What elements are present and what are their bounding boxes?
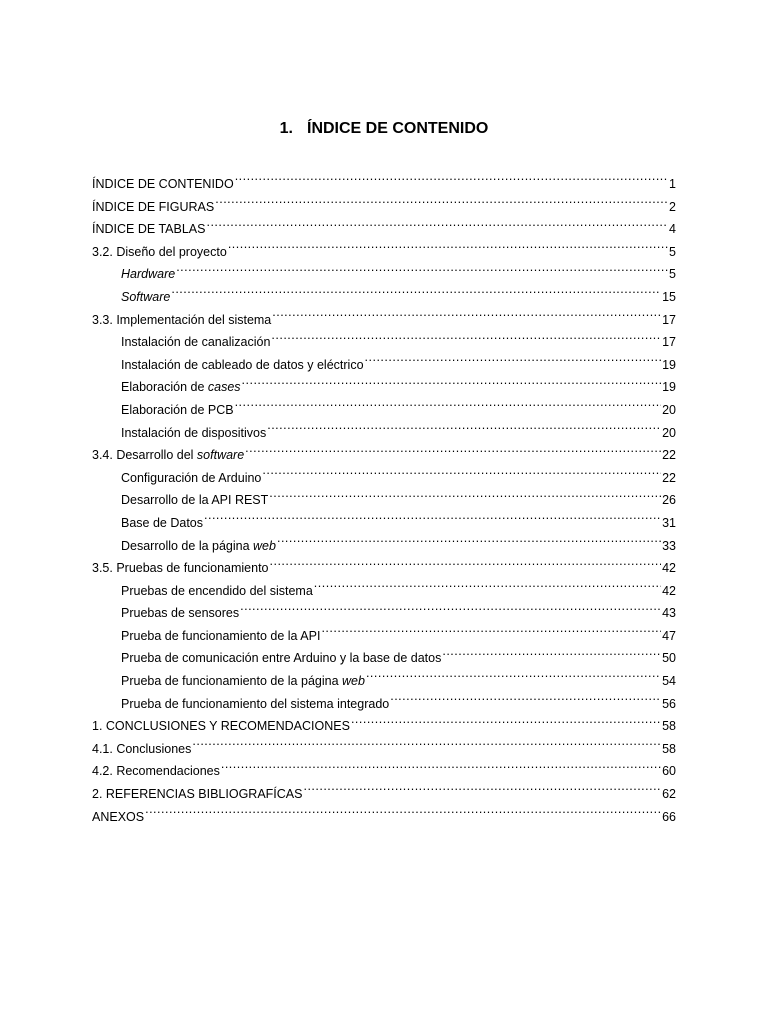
- toc-dot-leader: [271, 330, 661, 346]
- toc-page-number: 17: [662, 335, 676, 350]
- toc-entry-label: [92, 760, 220, 783]
- toc-entry[interactable]: [92, 646, 676, 669]
- toc-page-number: 5: [669, 267, 676, 282]
- toc-entry-label: [92, 218, 205, 241]
- toc-entry-label: [121, 467, 261, 490]
- toc-page-number: 58: [662, 719, 676, 734]
- toc-entry-label: [121, 580, 313, 603]
- toc-dot-leader: [303, 782, 661, 798]
- toc-entry-label: [121, 693, 389, 716]
- toc-entry[interactable]: [92, 195, 676, 218]
- toc-page-number: 54: [662, 674, 676, 689]
- toc-entry-label: [92, 557, 269, 580]
- toc-page-number: 50: [662, 651, 676, 666]
- toc-entry[interactable]: [92, 534, 676, 557]
- toc-dot-leader: [240, 601, 661, 617]
- toc-entry[interactable]: [92, 421, 676, 444]
- toc-entry-label-part: Software: [121, 289, 171, 304]
- toc-entry-label-part: 1. CONCLUSIONES Y RECOMENDACIONES: [92, 719, 350, 734]
- toc-entry-label-part: cases: [207, 380, 241, 395]
- toc-entry-label-part: 2. REFERENCIAS BIBLIOGRAFÍCAS: [92, 787, 303, 802]
- toc-entry-label-part: ÍNDICE DE FIGURAS: [92, 199, 215, 214]
- toc-entry[interactable]: [92, 375, 676, 398]
- toc-dot-leader: [365, 353, 662, 369]
- toc-entry-label-part: 4.1. Conclusiones: [92, 741, 192, 756]
- toc-entry-label-part: Instalación de dispositivos: [121, 425, 267, 440]
- toc-entry-label-part: Prueba de funcionamiento de la página: [121, 674, 342, 689]
- toc-entry-label: [121, 399, 234, 422]
- toc-dot-leader: [176, 262, 668, 278]
- toc-dot-leader: [206, 217, 668, 233]
- toc-entry-label-part: Desarrollo de la página: [121, 538, 254, 553]
- toc-entry-label: [92, 783, 302, 806]
- toc-entry-label: [121, 354, 364, 377]
- toc-entry[interactable]: [92, 353, 676, 376]
- toc-entry[interactable]: [92, 488, 676, 511]
- toc-page-number: 31: [662, 515, 676, 530]
- toc-entry-label: [92, 715, 350, 738]
- page-title: [0, 120, 768, 138]
- toc-entry[interactable]: [92, 782, 676, 805]
- toc-dot-leader: [235, 172, 668, 188]
- toc-dot-leader: [269, 488, 661, 504]
- toc-entry-label: [92, 444, 244, 467]
- toc-page-number: 56: [662, 696, 676, 711]
- toc-dot-leader: [390, 692, 661, 708]
- toc-entry-label: [92, 196, 214, 219]
- toc-entry-label-part: Base de Datos: [121, 515, 203, 530]
- toc-entry-label-part: Configuración de Arduino: [121, 470, 262, 485]
- toc-entry-label-part: web: [253, 538, 276, 553]
- toc-entry[interactable]: [92, 579, 676, 602]
- toc-page-number: 4: [669, 222, 676, 237]
- toc-dot-leader: [270, 556, 662, 572]
- toc-entry[interactable]: [92, 262, 676, 285]
- toc-entry[interactable]: [92, 443, 676, 466]
- toc-entry-label-part: Prueba de comunicación entre Arduino y la base de datos: [121, 651, 442, 666]
- toc-entry-label-part: Elaboración de PCB: [121, 402, 234, 417]
- toc-entry-label-part: Desarrollo de la API REST: [121, 493, 269, 508]
- toc-entry-label-part: web: [342, 674, 365, 689]
- toc-page-number: 2: [669, 199, 676, 214]
- toc-page-number: 33: [662, 538, 676, 553]
- toc-page-number: 42: [662, 583, 676, 598]
- toc-page-number: 20: [662, 402, 676, 417]
- toc-entry[interactable]: [92, 692, 676, 715]
- toc-entry[interactable]: [92, 759, 676, 782]
- toc-entry[interactable]: [92, 308, 676, 331]
- toc-entry-label: [92, 309, 271, 332]
- table-of-contents: [92, 172, 676, 827]
- toc-page-number: 17: [662, 312, 676, 327]
- toc-entry-label: [121, 489, 268, 512]
- toc-entry[interactable]: [92, 669, 676, 692]
- toc-entry-label: [92, 738, 191, 761]
- toc-dot-leader: [245, 443, 661, 459]
- toc-page-number: 62: [662, 787, 676, 802]
- toc-entry-label-part: 3.2. Diseño del proyecto: [92, 244, 227, 259]
- toc-entry-label-part: ÍNDICE DE CONTENIDO: [92, 177, 234, 191]
- toc-entry[interactable]: [92, 466, 676, 489]
- toc-entry-label-part: Instalación de cableado de datos y eléctrico: [121, 357, 364, 372]
- toc-entry[interactable]: [92, 172, 676, 195]
- toc-entry-label-part: Prueba de funcionamiento del sistema integrado: [121, 696, 390, 711]
- toc-page-number: 20: [662, 425, 676, 440]
- toc-entry[interactable]: [92, 398, 676, 421]
- toc-entry-label-part: ANEXOS: [92, 809, 145, 824]
- toc-dot-leader: [228, 240, 668, 256]
- toc-entry-label-part: Pruebas de encendido del sistema: [121, 583, 313, 598]
- toc-entry-label-part: 3.4. Desarrollo del: [92, 448, 197, 463]
- toc-entry-label: [121, 263, 175, 286]
- toc-entry-label: [92, 806, 144, 829]
- toc-dot-leader: [314, 579, 661, 595]
- toc-entry-label: [92, 241, 227, 264]
- toc-page-number: 19: [662, 380, 676, 395]
- toc-page-number: 19: [662, 357, 676, 372]
- toc-page-number: 47: [662, 628, 676, 643]
- toc-entry-label-part: software: [196, 448, 245, 463]
- toc-entry-label-part: 3.3. Implementación del sistema: [92, 312, 272, 327]
- toc-entry-label: [121, 286, 170, 309]
- toc-dot-leader: [262, 466, 661, 482]
- toc-page-number: 58: [662, 741, 676, 756]
- toc-entry[interactable]: [92, 240, 676, 263]
- toc-page-number: 60: [662, 764, 676, 779]
- toc-page-number: 42: [662, 561, 676, 576]
- toc-dot-leader: [267, 421, 661, 437]
- toc-entry[interactable]: [92, 330, 676, 353]
- toc-entry[interactable]: [92, 714, 676, 737]
- toc-entry-label: [121, 422, 266, 445]
- toc-entry[interactable]: [92, 285, 676, 308]
- heading-text: ÍNDICE DE CONTENIDO: [307, 120, 489, 137]
- toc-entry-label-part: Prueba de funcionamiento de la API: [121, 628, 321, 643]
- toc-entry-label-part: Elaboración de: [121, 380, 208, 395]
- toc-entry[interactable]: [92, 601, 676, 624]
- toc-dot-leader: [215, 195, 668, 211]
- toc-entry-label: [121, 670, 365, 693]
- toc-entry[interactable]: [92, 624, 676, 647]
- toc-entry[interactable]: [92, 217, 676, 240]
- toc-page-number: 15: [662, 289, 676, 304]
- toc-dot-leader: [242, 375, 662, 391]
- toc-page-number: 22: [662, 470, 676, 485]
- toc-page-number: 1: [669, 177, 676, 191]
- toc-dot-leader: [366, 669, 661, 685]
- toc-entry[interactable]: [92, 805, 676, 828]
- toc-dot-leader: [272, 308, 661, 324]
- toc-entry-label: [121, 331, 270, 354]
- toc-dot-leader: [145, 805, 661, 821]
- heading-number: 1.: [279, 120, 293, 137]
- toc-entry-label: [121, 625, 320, 648]
- toc-dot-leader: [192, 737, 661, 753]
- toc-entry[interactable]: [92, 737, 676, 760]
- toc-dot-leader: [321, 624, 661, 640]
- toc-entry-label: [121, 602, 239, 625]
- toc-dot-leader: [171, 285, 661, 301]
- toc-dot-leader: [351, 714, 661, 730]
- toc-page-number: 43: [662, 606, 676, 621]
- toc-entry-label-part: 4.2. Recomendaciones: [92, 764, 220, 779]
- toc-dot-leader: [235, 398, 662, 414]
- toc-entry-label-part: Instalación de canalización: [121, 335, 271, 350]
- toc-dot-leader: [442, 646, 661, 662]
- toc-entry-label: [92, 173, 234, 196]
- toc-page-number: 22: [662, 448, 676, 463]
- toc-entry[interactable]: [92, 511, 676, 534]
- toc-entry-label: [121, 535, 276, 558]
- toc-page-number: 66: [662, 809, 676, 824]
- toc-entry-label: [121, 647, 441, 670]
- toc-entry-label-part: 3.5. Pruebas de funcionamiento: [92, 561, 269, 576]
- toc-dot-leader: [277, 534, 661, 550]
- toc-page-number: 5: [669, 244, 676, 259]
- toc-entry-label-part: ÍNDICE DE TABLAS: [92, 222, 206, 237]
- toc-entry-label: [121, 376, 241, 399]
- toc-page-number: 26: [662, 493, 676, 508]
- toc-entry-label: [121, 512, 203, 535]
- toc-dot-leader: [204, 511, 661, 527]
- toc-entry-label-part: Pruebas de sensores: [121, 606, 240, 621]
- toc-entry-label-part: Hardware: [121, 267, 176, 282]
- toc-entry[interactable]: [92, 556, 676, 579]
- toc-dot-leader: [221, 759, 661, 775]
